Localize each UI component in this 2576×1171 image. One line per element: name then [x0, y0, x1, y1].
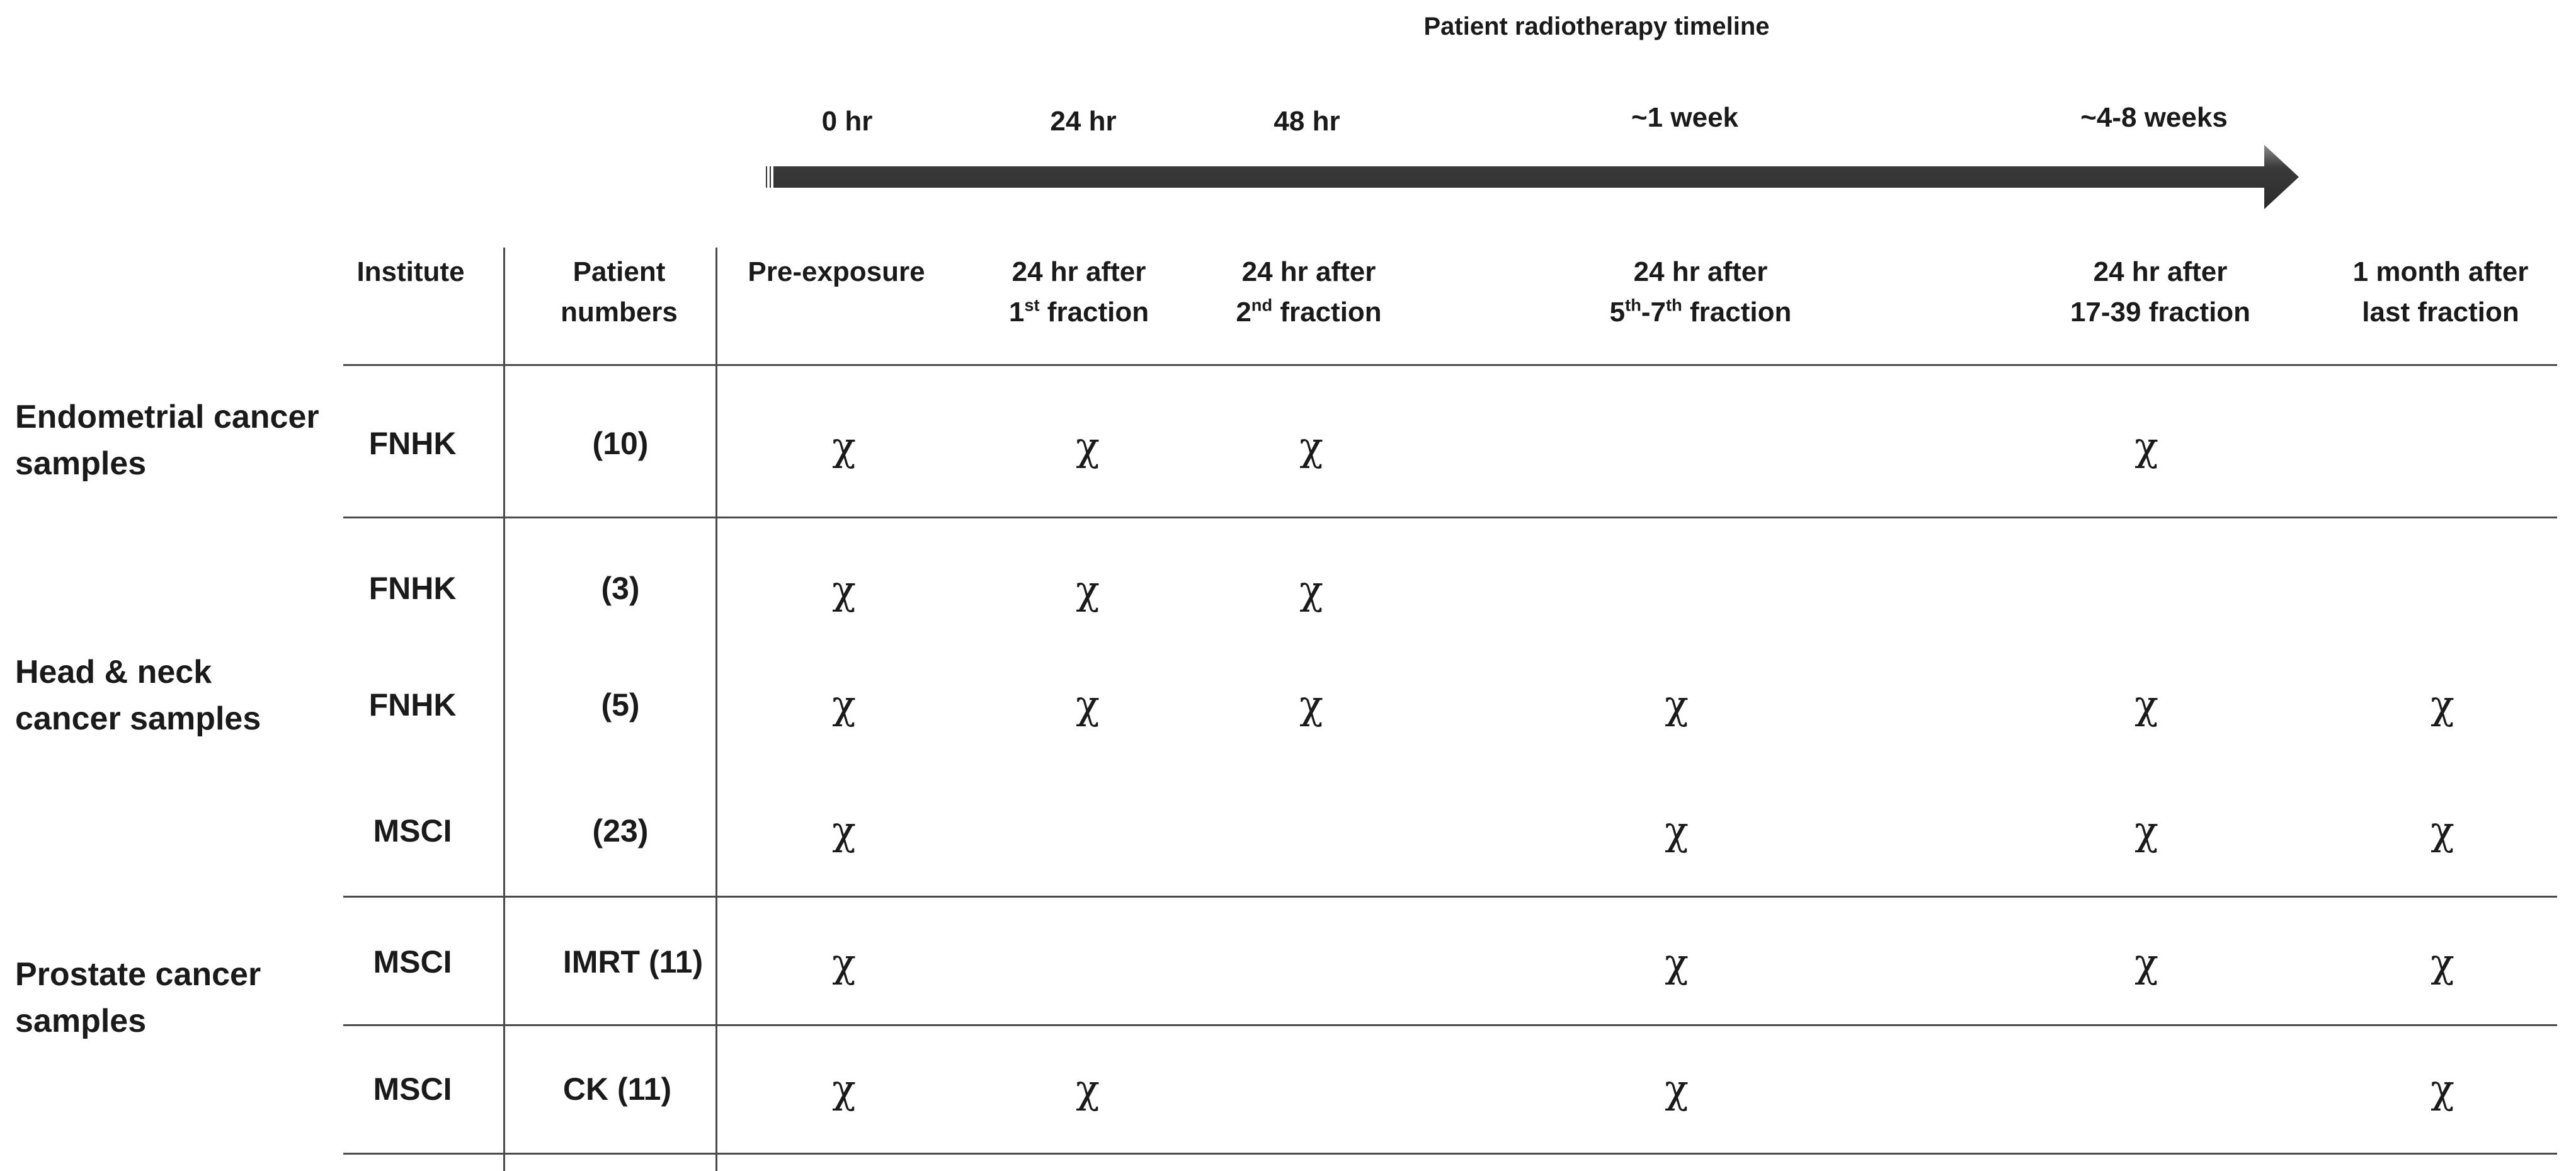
row-4-patients: (23): [592, 813, 649, 848]
sample-mark-row6-col2: χ: [1076, 1066, 1100, 1112]
endometrial-divider: [343, 517, 2557, 518]
sample-mark-row5-col6: χ: [2431, 940, 2454, 986]
sample-mark-row5-col5: χ: [2134, 940, 2158, 986]
header-1st-fraction: [1009, 252, 1149, 333]
group-prostate: [15, 951, 261, 1044]
headneck-divider: [343, 896, 2557, 898]
header-17-39-line1: 24 hr after: [2093, 256, 2228, 287]
row-5-patients: IMRT (11): [562, 944, 704, 980]
timeline-label-0hr: 0 hr: [821, 106, 873, 137]
header-patient-numbers: [561, 252, 678, 333]
row-2-patients: (3): [601, 571, 640, 606]
row-6-patients: CK (11): [562, 1071, 672, 1107]
sample-mark-row1-col2: χ: [1076, 423, 1100, 469]
header-1-month-line1: 1 month after: [2352, 256, 2529, 287]
header-17-39-fraction: [2070, 252, 2250, 333]
header-5th-7th-line2: 5th-7th fraction: [1609, 295, 1792, 328]
sample-mark-row2-col1: χ: [832, 567, 856, 613]
sample-mark-row4-col5: χ: [2134, 808, 2158, 854]
prostate-row-divider: [343, 1024, 2557, 1026]
sample-mark-row6-col1: χ: [832, 1066, 856, 1112]
row-6-institute: MSCI: [373, 1071, 452, 1107]
header-1st-fraction-line1: 24 hr after: [1012, 256, 1146, 287]
sample-mark-row3-col4: χ: [1665, 682, 1689, 728]
sample-mark-row4-col6: χ: [2431, 808, 2454, 854]
timeline-label-4-8weeks: ~4-8 weeks: [2080, 102, 2228, 133]
group-endometrial-line2: samples: [15, 445, 147, 482]
sample-mark-row3-col5: χ: [2134, 682, 2158, 728]
institute-column-divider: [503, 248, 505, 1171]
sample-mark-row6-col6: χ: [2431, 1066, 2454, 1112]
header-patient-line2: numbers: [561, 297, 678, 328]
sample-mark-row2-col3: χ: [1299, 567, 1323, 613]
row-4-institute: MSCI: [373, 813, 452, 848]
sample-mark-row5-col4: χ: [1665, 940, 1689, 986]
header-institute: Institute: [356, 256, 465, 287]
sample-mark-row4-col4: χ: [1665, 808, 1689, 854]
sample-mark-row1-col3: χ: [1299, 423, 1323, 469]
group-head-neck-line2: cancer samples: [15, 700, 261, 737]
timeline-title: Patient radiotherapy timeline: [1423, 13, 1770, 40]
group-head-neck-line1: Head & neck: [15, 654, 212, 690]
table-bottom-line: [343, 1153, 2557, 1155]
header-5th-7th-fraction: [1610, 252, 1792, 333]
sample-mark-row6-col4: χ: [1665, 1066, 1689, 1112]
row-3-institute: FNHK: [368, 687, 457, 723]
row-3-patients: (5): [601, 687, 640, 723]
group-endometrial: [15, 394, 319, 487]
header-1-month-line2: last fraction: [2362, 297, 2519, 328]
sample-mark-row1-col1: χ: [832, 423, 856, 469]
row-1-patients: (10): [592, 426, 649, 461]
row-2-institute: FNHK: [368, 571, 457, 606]
row-1-institute: FNHK: [368, 426, 457, 461]
sample-mark-row3-col6: χ: [2431, 682, 2454, 728]
row-5-institute: MSCI: [373, 944, 452, 980]
group-prostate-line2: samples: [15, 1003, 147, 1039]
header-pre-exposure: Pre-exposure: [748, 256, 925, 287]
timeline-label-48hr: 48 hr: [1274, 106, 1340, 137]
header-1st-fraction-line2: 1st fraction: [1008, 295, 1149, 328]
patient-column-divider: [715, 248, 717, 1171]
header-1-month-after: [2353, 252, 2529, 333]
header-2nd-fraction: [1236, 252, 1381, 333]
group-prostate-line1: Prostate cancer: [15, 956, 261, 993]
header-17-39-line2: 17-39 fraction: [2070, 297, 2251, 328]
timeline-arrow: [762, 139, 2311, 220]
group-head-neck: [15, 649, 261, 742]
sample-mark-row4-col1: χ: [832, 808, 856, 854]
group-endometrial-line1: Endometrial cancer: [15, 399, 319, 435]
header-5th-7th-line1: 24 hr after: [1633, 256, 1768, 287]
sample-mark-row5-col1: χ: [832, 940, 856, 986]
sample-mark-row1-col5: χ: [2134, 423, 2158, 469]
sample-mark-row3-col3: χ: [1299, 682, 1323, 728]
timeline-label-1week: ~1 week: [1631, 102, 1739, 133]
sample-mark-row2-col2: χ: [1076, 567, 1100, 613]
header-2nd-fraction-line1: 24 hr after: [1241, 256, 1376, 287]
sample-mark-row3-col2: χ: [1076, 682, 1100, 728]
header-2nd-fraction-line2: 2nd fraction: [1236, 295, 1382, 328]
header-divider: [343, 364, 2557, 366]
timeline-label-24hr: 24 hr: [1050, 106, 1117, 137]
header-patient-line1: Patient: [573, 256, 666, 287]
sample-mark-row3-col1: χ: [832, 682, 856, 728]
